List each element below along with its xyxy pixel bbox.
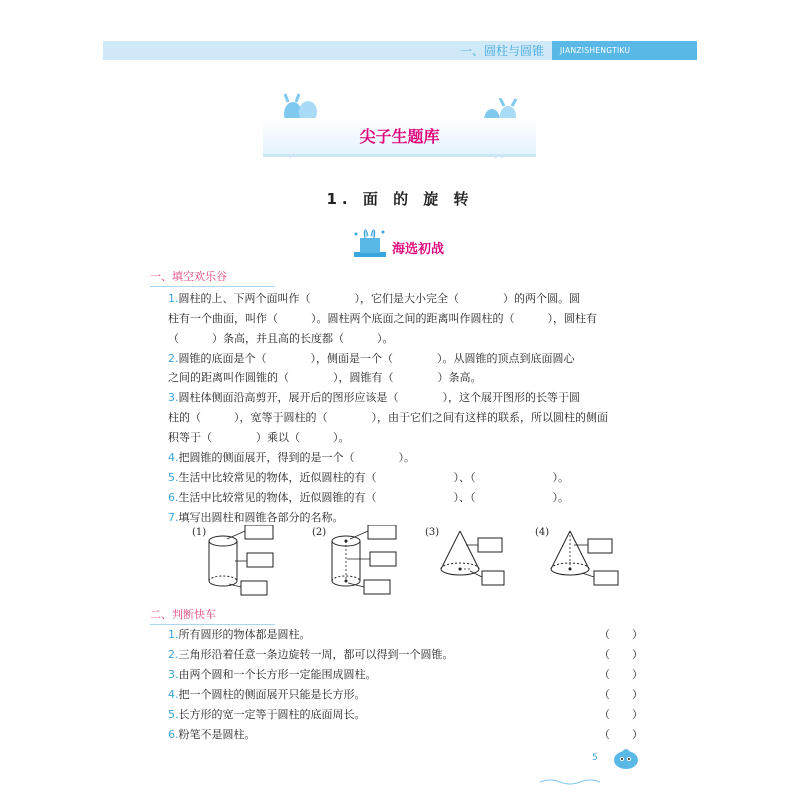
judge-number-1: 1.	[168, 628, 179, 641]
magic-hat-icon	[352, 226, 388, 262]
judge-text-3: 由两个圆和一个长方形一定能围成圆柱。	[178, 668, 377, 681]
judge-text-2: 三角形沿着任意一条边旋转一周，都可以得到一个圆锥。	[178, 648, 454, 661]
cylinder-figure-1	[205, 525, 280, 600]
q3-text-3: 积等于（ ）乘以（ ）。	[168, 431, 350, 444]
figure-label-3: (3)	[425, 527, 440, 538]
footer-wave-icon	[540, 768, 660, 790]
q5-line	[168, 469, 569, 485]
lesson-title: 1. 面 的 旋 转	[326, 190, 474, 208]
judge-item-4	[168, 686, 366, 702]
chapter-title: 一、圆柱与圆锥	[459, 44, 544, 58]
judge-answer-1[interactable]: （ ）	[599, 628, 643, 641]
q2-text-1: 圆锥的底面是个（ ），侧面是一个（ ）。从圆锥的顶点到底面圆心	[178, 352, 575, 365]
q1-line1	[168, 290, 580, 306]
judge-item-3	[168, 666, 377, 682]
figure-label-1: (1)	[192, 527, 207, 538]
judge-text-1: 所有圆形的物体都是圆柱。	[178, 628, 311, 641]
figure-label-4: (4)	[535, 527, 550, 538]
q1-line3	[168, 330, 394, 346]
page-number: 5	[592, 753, 598, 763]
q7-number: 7.	[168, 511, 179, 524]
q7-text: 填写出圆柱和圆锥各部分的名称。	[178, 511, 344, 524]
judge-answer-5[interactable]: （ ）	[599, 708, 643, 721]
judge-text-5: 长方形的宽一定等于圆柱的底面周长。	[178, 708, 366, 721]
q4-number: 4.	[168, 451, 179, 464]
cylinder-figure-2	[328, 525, 403, 600]
q2-line2	[168, 369, 482, 385]
part2-heading	[150, 606, 275, 625]
banner-title: 尖子生题库	[359, 127, 440, 146]
judge-answer-3[interactable]: （ ）	[599, 668, 643, 681]
judge-answer-4[interactable]: （ ）	[599, 688, 643, 701]
q4-line	[168, 449, 415, 465]
running-header	[103, 41, 697, 60]
banner	[263, 118, 536, 154]
q3-text-1: 圆柱体侧面沿高剪开，展开后的图形应该是（ ），这个展开图形的长等于圆	[178, 391, 580, 404]
cone-figure-4	[548, 527, 628, 592]
judge-number-3: 3.	[168, 668, 179, 681]
figure-label-2: (2)	[312, 527, 327, 538]
judge-item-1	[168, 626, 311, 642]
judge-item-5	[168, 706, 366, 722]
part1-heading	[150, 268, 275, 287]
judge-item-6	[168, 726, 256, 742]
judge-number-2: 2.	[168, 648, 179, 661]
q3-line2	[168, 409, 608, 425]
q4-text: 把圆锥的侧面展开，得到的是一个（ ）。	[178, 451, 415, 464]
judge-number-4: 4.	[168, 688, 179, 701]
cone-figure-3	[438, 527, 518, 592]
q3-line3	[168, 429, 350, 445]
q6-text: 生活中比较常见的物体，近似圆锥的有（ ）、（ ）。	[178, 491, 569, 504]
judge-number-6: 6.	[168, 728, 179, 741]
q1-text-1: 圆柱的上、下两个面叫作（ ），它们是大小完全（ ）的两个圆。圆	[178, 292, 580, 305]
q3-number: 3.	[168, 391, 179, 404]
header-tag: JIANZISHENGTIKU	[552, 41, 697, 60]
q3-text-2: 柱的（ ），宽等于圆柱的（ ），由于它们之间有这样的联系，所以圆柱的侧面	[168, 411, 608, 424]
judge-answer-6[interactable]: （ ）	[599, 728, 643, 741]
q5-text: 生活中比较常见的物体，近似圆柱的有（ ）、（ ）。	[178, 471, 569, 484]
judge-item-2	[168, 646, 454, 662]
mascot-icon	[612, 746, 640, 770]
judge-number-5: 5.	[168, 708, 179, 721]
section-title: 海选初战	[392, 242, 445, 257]
q2-number: 2.	[168, 352, 179, 365]
judge-answer-2[interactable]: （ ）	[599, 648, 643, 661]
part1-title: 一、填空欢乐谷	[150, 270, 227, 283]
q7-line	[168, 509, 344, 525]
q2-line1	[168, 350, 575, 366]
q5-number: 5.	[168, 471, 179, 484]
q1-line2	[168, 310, 597, 326]
q2-text-2: 之间的距离叫作圆锥的（ ），圆锥有（ ）条高。	[168, 371, 482, 384]
q6-number: 6.	[168, 491, 179, 504]
q1-text-2: 柱有一个曲面，叫作（ ）。圆柱两个底面之间的距离叫作圆柱的（ ），圆柱有	[168, 312, 597, 325]
q1-number: 1.	[168, 292, 179, 305]
judge-text-6: 粉笔不是圆柱。	[178, 728, 256, 741]
q6-line	[168, 489, 569, 505]
part2-title: 二、判断快车	[150, 608, 216, 621]
q3-line1	[168, 389, 580, 405]
q1-text-3: （ ）条高，并且高的长度都（ ）。	[168, 332, 394, 345]
judge-text-4: 把一个圆柱的侧面展开只能是长方形。	[178, 688, 366, 701]
